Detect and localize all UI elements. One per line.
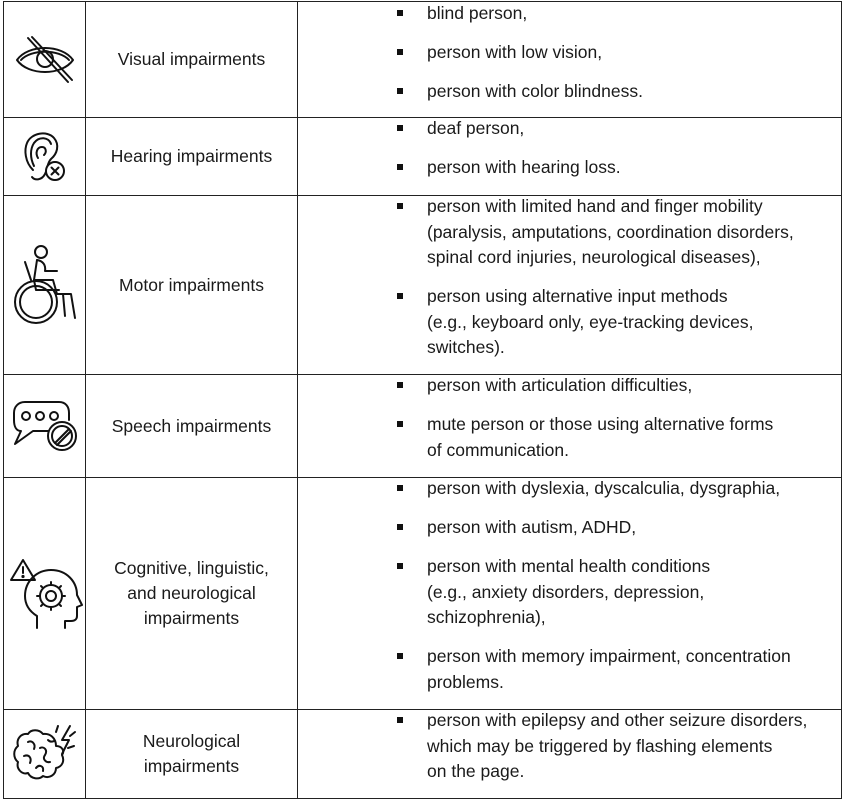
description-cell: [298, 375, 842, 478]
bullet-icon: [397, 10, 403, 16]
table-row-cognitive: [4, 478, 842, 710]
icon-cell: [4, 375, 86, 478]
icon-cell: [4, 2, 86, 118]
description-list: [298, 194, 841, 365]
bullet-icon: [397, 125, 403, 131]
list-item: person with epilepsy and other seizure disorders, which may be triggered by flashing elements on the page.: [298, 708, 841, 785]
category-label: Motor impairments: [86, 196, 298, 375]
icon-cell: [4, 118, 86, 196]
head-gear-warning-icon: [7, 558, 83, 630]
wheelchair-icon: [13, 244, 77, 326]
description-list: [298, 116, 841, 185]
bullet-icon: [397, 88, 403, 94]
description-cell: [298, 710, 842, 799]
icon-cell: [4, 196, 86, 375]
description-cell: [298, 196, 842, 375]
list-item: person with memory impairment, concentration problems.: [298, 644, 841, 695]
description-list: [298, 373, 841, 467]
list-item: person with color blindness.: [298, 79, 841, 105]
bullet-icon: [397, 717, 403, 723]
list-item: deaf person,: [298, 116, 841, 142]
bullet-icon: [397, 563, 403, 569]
list-item: person with low vision,: [298, 40, 841, 66]
icon-cell: [4, 478, 86, 710]
description-list: [298, 476, 841, 699]
bullet-icon: [397, 49, 403, 55]
description-cell: [298, 2, 842, 118]
list-item: blind person,: [298, 1, 841, 27]
icon-cell: [4, 710, 86, 799]
table-row-visual: [4, 2, 842, 118]
list-item: mute person or those using alternative forms of communication.: [298, 412, 841, 463]
category-label: Visual impairments: [86, 2, 298, 118]
list-item: person using alternative input methods (e.g., keyboard only, eye-tracking devices, switches).: [298, 284, 841, 361]
description-cell: [298, 478, 842, 710]
category-label: Neurological impairments: [86, 710, 298, 799]
list-item: person with limited hand and finger mobility (paralysis, amputations, coordination disorders, spinal cord injuries, neurological diseases),: [298, 194, 841, 271]
bullet-icon: [397, 164, 403, 170]
bullet-icon: [397, 485, 403, 491]
list-item: person with autism, ADHD,: [298, 515, 841, 541]
ear-crossed-icon: [21, 128, 69, 186]
description-list: [298, 1, 841, 109]
description-list: [298, 708, 841, 789]
bullet-icon: [397, 653, 403, 659]
bullet-icon: [397, 203, 403, 209]
bullet-icon: [397, 421, 403, 427]
description-cell: [298, 118, 842, 196]
list-item: person with articulation difficulties,: [298, 373, 841, 399]
table-row-motor: [4, 196, 842, 375]
list-item: person with dyslexia, dyscalculia, dysgraphia,: [298, 476, 841, 502]
list-item: person with mental health conditions (e.g., anxiety disorders, depression, schizophrenia),: [298, 554, 841, 631]
impairments-table: [3, 1, 842, 799]
table-row-neurological: [4, 710, 842, 799]
category-label: Speech impairments: [86, 375, 298, 478]
speech-bubble-blocked-icon: [11, 398, 79, 454]
bullet-icon: [397, 524, 403, 530]
bullet-icon: [397, 293, 403, 299]
category-label: Hearing impairments: [86, 118, 298, 196]
table-row-speech: [4, 375, 842, 478]
list-item: person with hearing loss.: [298, 155, 841, 181]
table-row-hearing: [4, 118, 842, 196]
bullet-icon: [397, 382, 403, 388]
category-label: Cognitive, linguistic, and neurological impairments: [86, 478, 298, 710]
eye-crossed-icon: [14, 34, 76, 86]
brain-lightning-icon: [12, 722, 78, 786]
